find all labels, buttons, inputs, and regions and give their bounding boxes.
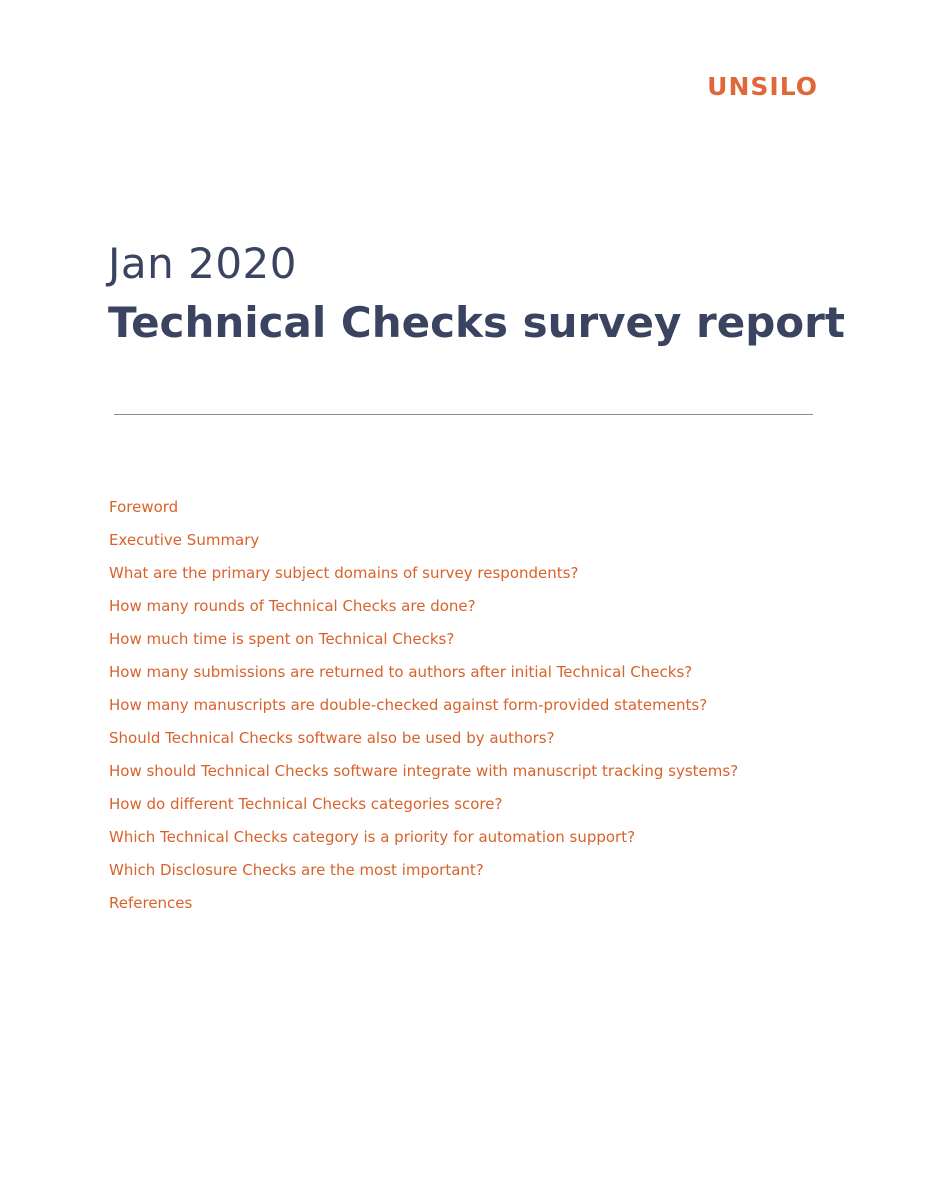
toc-item-disclosure-checks[interactable]: Which Disclosure Checks are the most important? [109, 861, 484, 879]
toc-item-automation-priority[interactable]: Which Technical Checks category is a priority for automation support? [109, 828, 636, 846]
toc-item-category-scores[interactable]: How do different Technical Checks categories score? [109, 795, 503, 813]
toc-item-submissions-returned[interactable]: How many submissions are returned to authors after initial Technical Checks? [109, 663, 693, 681]
divider [114, 414, 813, 415]
toc-item-references[interactable]: References [109, 894, 193, 912]
toc-item-time-spent[interactable]: How much time is spent on Technical Checks? [109, 630, 455, 648]
report-title: Technical Checks survey report [108, 298, 845, 347]
toc-item-rounds[interactable]: How many rounds of Technical Checks are done? [109, 597, 476, 615]
toc-item-used-by-authors[interactable]: Should Technical Checks software also be used by authors? [109, 729, 555, 747]
toc-item-foreword[interactable]: Foreword [109, 498, 179, 516]
toc-item-executive-summary[interactable]: Executive Summary [109, 531, 260, 549]
unsilo-logo: UNSILO [707, 72, 818, 101]
toc-item-subject-domains[interactable]: What are the primary subject domains of survey respondents? [109, 564, 579, 582]
report-date: Jan 2020 [108, 239, 297, 288]
toc-item-double-checked[interactable]: How many manuscripts are double-checked against form-provided statements? [109, 696, 708, 714]
table-of-contents [109, 496, 738, 925]
toc-item-integration[interactable]: How should Technical Checks software integrate with manuscript tracking systems? [109, 762, 739, 780]
